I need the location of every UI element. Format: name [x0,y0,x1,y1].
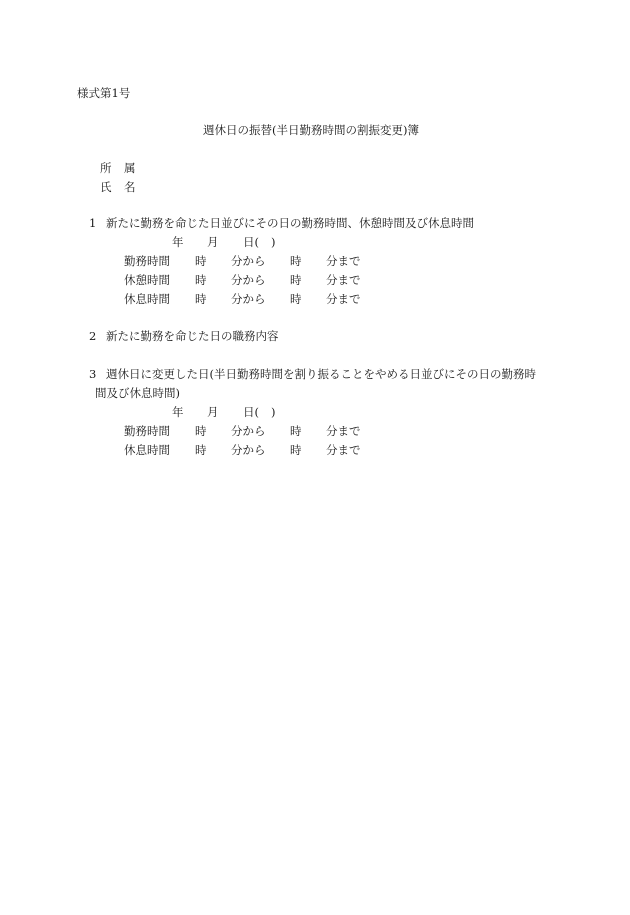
affiliation-label-1: 所 [100,161,112,175]
row-label: 休息時間 [124,292,170,306]
section3-number: 3 [89,367,97,381]
row-label: 勤務時間 [124,424,170,438]
year-label: 年 [172,235,184,249]
affiliation-label-2: 属 [124,161,136,175]
day-label: 日( [243,405,259,419]
day-label: 日( [243,235,259,249]
section2-heading: 新たに勤務を命じた日の職務内容 [106,329,279,343]
month-label: 月 [207,235,219,249]
day-close-paren: ) [271,235,276,249]
until-label: 分まで [326,292,361,306]
hour-label: 時 [195,424,207,438]
month-label: 月 [207,405,219,419]
day-close-paren: ) [271,405,276,419]
from-label: 分から [231,424,266,438]
year-label: 年 [172,405,184,419]
row-label: 勤務時間 [124,254,170,268]
row-label: 休憩時間 [124,273,170,287]
form-number: 様式第1号 [77,86,131,100]
hour-label: 時 [290,254,302,268]
name-label-2: 名 [124,180,136,194]
hour-label: 時 [290,292,302,306]
section3-heading-line2: 間及び休息時間) [95,386,180,400]
row-label: 休息時間 [124,443,170,457]
until-label: 分まで [326,254,361,268]
from-label: 分から [231,292,266,306]
hour-label: 時 [195,292,207,306]
from-label: 分から [231,443,266,457]
section2-number: 2 [89,329,97,343]
until-label: 分まで [326,273,361,287]
until-label: 分まで [326,443,361,457]
section1-number: 1 [89,216,97,230]
from-label: 分から [231,273,266,287]
hour-label: 時 [195,443,207,457]
hour-label: 時 [195,273,207,287]
name-label-1: 氏 [100,180,112,194]
hour-label: 時 [290,273,302,287]
hour-label: 時 [290,443,302,457]
section1-heading: 新たに勤務を命じた日並びにその日の勤務時間、休憩時間及び休息時間 [106,216,474,230]
from-label: 分から [231,254,266,268]
until-label: 分まで [326,424,361,438]
document-title: 週休日の振替(半日勤務時間の割振変更)簿 [203,123,419,137]
hour-label: 時 [195,254,207,268]
section3-heading-line1: 週休日に変更した日(半日勤務時間を割り振ることをやめる日並びにその日の勤務時 [106,367,536,381]
hour-label: 時 [290,424,302,438]
